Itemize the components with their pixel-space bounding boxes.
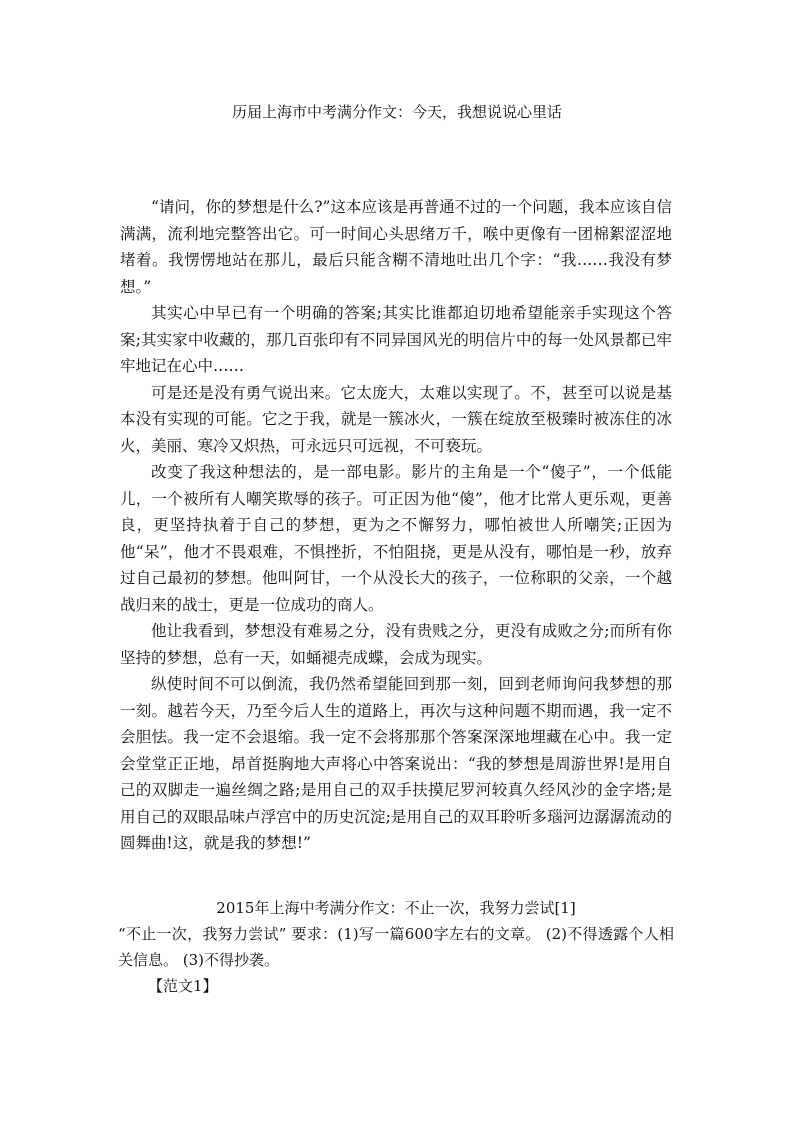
essay-paragraph: 纵使时间不可以倒流，我仍然希望能回到那一刻，回到老师询问我梦想的那一刻。越若今天，乃至今后人生的道路上，再次与这种问题不期而遇，我一定不会胆怯。我一定不会退缩。我一定不会将那那个答案深深地埋藏在心中。我一定会堂堂正正地，昂首挺胸地大声将心中答案说出：“我的梦想是周游世界!是用自己的双脚走一遍丝绸之路;是用自己的双手扶摸尼罗河较真久经风沙的金字塔;是用自己的双眼品味卢浮宫中的历史沉淀;是用自己的双耳聆听多瑙河边潺潺流动的圆舞曲!这，就是我的梦想!”	[120, 675, 672, 852]
essay-paragraph: 其实心中早已有一个明确的答案;其实比谁都迫切地希望能亲手实现这个答案;其实家中收藏的，那几百张印有不同异国风光的明信片中的每一处风景都已牢牢地记在心中……	[120, 304, 672, 375]
sample-essay-label: 【范文1】	[148, 977, 218, 995]
essay-paragraph: 他让我看到，梦想没有难易之分，没有贵贱之分，更没有成败之分;而所有你坚持的梦想，总有一天，如蛹褪壳成蝶，会成为现实。	[120, 622, 672, 667]
essay-paragraph: 改变了我这种想法的，是一部电影。影片的主角是一个“傻子”，一个低能儿，一个被所有人嘲笑欺辱的孩子。可正因为他“傻”，他才比常人更乐观，更善良，更坚持执着于自己的梦想，更为之不懈努力，哪怕被世人所嘲笑;正因为他“呆”，他才不畏艰难，不惧挫折，不怕阻挠，更是从没有，哪怕是一秒，放弃过自己最初的梦想。他叫阿甘，一个从没长大的孩子，一位称职的父亲，一个越战归来的战士，更是一位成功的商人。	[120, 463, 672, 614]
essay-requirements: “不止一次，我努力尝试” 要求：(1)写一篇600字左右的文章。 (2)不得透露个人相关信息。 (3)不得抄袭。	[118, 925, 674, 969]
essay-paragraph: “请问，你的梦想是什么?”这本应该是再普通不过的一个问题，我本应该自信满满，流利地完整答出它。可一时间心头思绪万千，喉中更像有一团棉絮涩涩地堵着。我愣愣地站在那儿，最后只能含糊不清地吐出几个字：“我……我没有梦想。”	[120, 198, 672, 296]
essay-body	[120, 194, 672, 857]
document-title: 历届上海市中考满分作文：今天，我想说说心里话	[231, 103, 562, 121]
section-title: 2015年上海中考满分作文：不止一次，我努力尝试[1]	[216, 899, 576, 917]
essay-paragraph: 可是还是没有勇气说出来。它太庞大，太难以实现了。不，甚至可以说是基本没有实现的可能。它之于我，就是一簇冰火，一簇在绽放至极臻时被冻住的冰火，美丽、寒冷又炽热，可永远只可远视，不可亵玩。	[120, 383, 672, 455]
second-essay-section	[118, 895, 674, 999]
